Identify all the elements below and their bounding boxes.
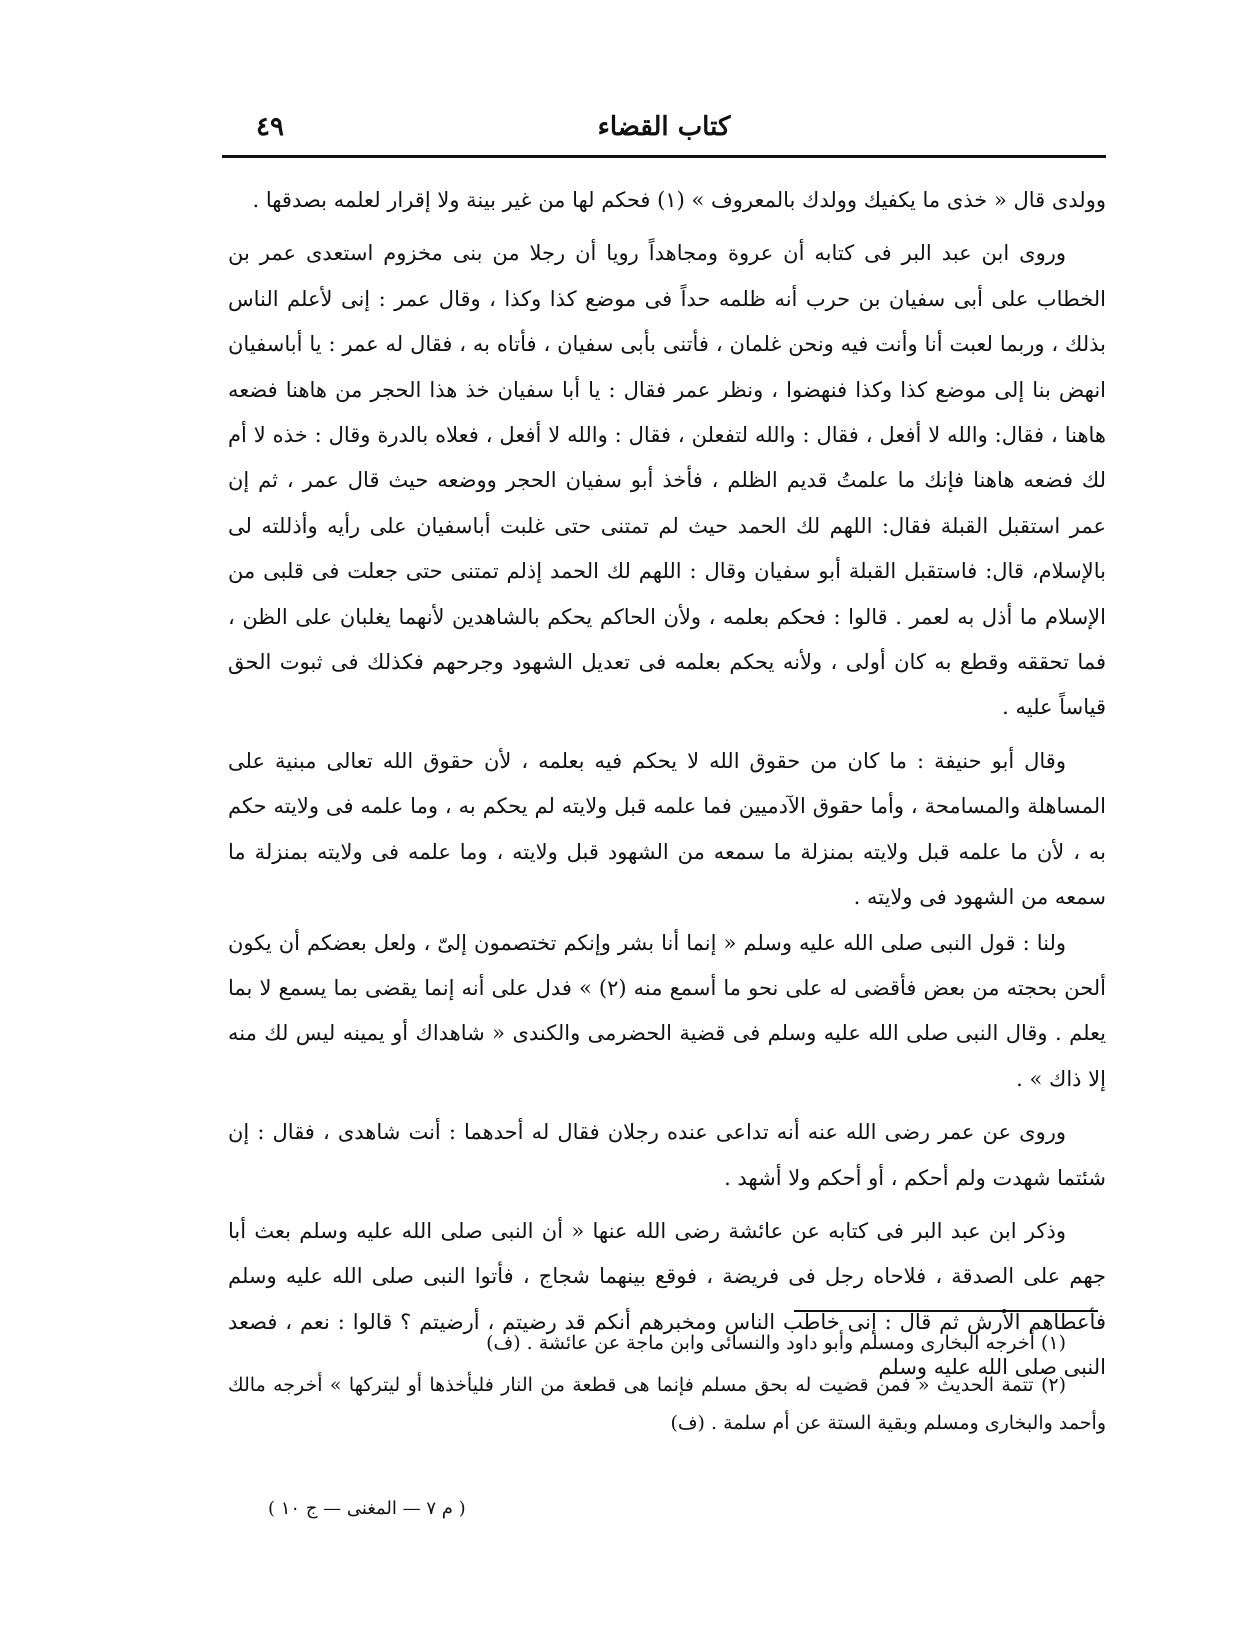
page-header	[222, 112, 1106, 152]
footnote-2: (٢) تتمة الحديث « فمن قضيت له بحق مسلم فإنما هى قطعة من النار فليأخذها أو ليتركها » أخرجه مالك وأحمد والبخارى ومسلم وبقية الستة عن أم سلمة . (ف)	[228, 1374, 1106, 1434]
page-number: ٤٩	[256, 112, 284, 142]
paragraph-hadith: ولنا : قول النبى صلى الله عليه وسلم « إنما أنا بشر وإنكم تختصمون إلىّ ، ولعل بعضكم أن يكون ألحن بحجته من بعض فأقضى له على نحو ما أسمع منه (٢) » فدل على أنه إنما يقضى بما يسمع لا بما يعلم . وقال النبى صلى الله عليه وسلم فى قضية الحضرمى والكندى « شاهداك أو يمينه ليس لك منه إلا ذاك » .	[228, 930, 1106, 1091]
paragraph-umar-abu-sufyan: وروى ابن عبد البر فى كتابه أن عروة ومجاهداً رويا أن رجلا من بنى مخزوم استعدى عمر بن الخطاب على أبى سفيان بن حرب أنه ظلمه حداً فى موضع كذا وكذا ، وقال عمر : إنى لأعلم الناس بذلك ، وربما لعبت أنا وأنت فيه ونحن غلمان ، فأتنى بأبى سفيان ، فأتاه به ، فقال له عمر : يا أباسفيان انهض بنا إلى موضع كذا وكذا فنهضوا ، ونظر عمر فقال : يا أبا سفيان خذ هذا الحجر من هاهنا فضعه هاهنا ، فقال: والله لا أفعل ، فقال : والله لتفعلن ، فقال : والله لا أفعل ، فعلاه بالدرة وقال : خذه لا أم لك فضعه هاهنا فإنك ما علمتُ قديم الظلم ، فأخذ أبو سفيان الحجر ووضعه حيث قال عمر ، ثم إن عمر استقبل القبلة فقال: اللهم لك الحمد حيث لم تمتنى حتى غلبت أباسفيان على رأيه وأذللته لى بالإسلام، قال: فاستقبل القبلة أبو سفيان وقال : اللهم لك الحمد إذلم تمتنى حتى جعلت فى قلبى من الإسلام ما أذل به لعمر . قالوا : فحكم بعلمه ، ولأن الحاكم يحكم بالشاهدين لأنهما يغلبان على الظن ، فما تحققه وقطع به كان أولى ، ولأنه يحكم بعلمه فى تعديل الشهود وجرحهم فكذلك فى ثبوت الحق قياساً عليه .	[228, 241, 1106, 720]
footnotes	[228, 1324, 1106, 1442]
paragraph-abu-hanifa: وقال أبو حنيفة : ما كان من حقوق الله لا يحكم فيه بعلمه ، لأن حقوق الله تعالى مبنية على المساهلة والمسامحة ، وأما حقوق الآدميين فما علمه قبل ولايته لم يحكم به ، وما علمه فى ولايته حكم به ، لأن ما علمه قبل ولايته بمنزلة ما سمعه من الشهود قبل ولايته ، وما علمه فى ولايته بمنزلة ما سمعه من الشهود فى ولايته .	[228, 748, 1106, 910]
footnote-1: (١) أخرجه البخارى ومسلم وأبو داود والنسائى وابن ماجة عن عائشة . (ف)	[486, 1332, 1066, 1354]
paragraph-continuation: وولدى قال « خذى ما يكفيك وولدك بالمعروف » (١) فحكم لها من غير بينة ولا إقرار لعلمه بصدقها .	[252, 188, 1106, 212]
signature-mark: ( م ٧ — المغنى — ج ١٠ )	[268, 1498, 466, 1519]
body-text	[228, 178, 1106, 1391]
paragraph-aisha: وذكر ابن عبد البر فى كتابه عن عائشة رضى الله عنها « أن النبى صلى الله عليه وسلم بعث أبا جهم على الصدقة ، فلاحاه رجل فى فريضة ، فوقع بينهما شجاج ، فأتوا النبى صلى الله عليه وسلم فأعطاهم الأرش ثم قال : إنى خاطب الناس ومخبرهم أنكم قد رضيتم ، أرضيتم ؟ قالوا : نعم ، فصعد النبى صلى الله عليه وسلم	[228, 1218, 1106, 1380]
running-title: كتاب القضاء	[597, 112, 731, 142]
header-divider	[222, 155, 1106, 158]
footnote-divider	[794, 1310, 1098, 1312]
paragraph-umar-witness: وروى عن عمر رضى الله عنه أنه تداعى عنده رجلان فقال له أحدهما : أنت شاهدى ، فقال : إن شئتما شهدت ولم أحكم ، أو أحكم ولا أشهد .	[228, 1120, 1106, 1190]
